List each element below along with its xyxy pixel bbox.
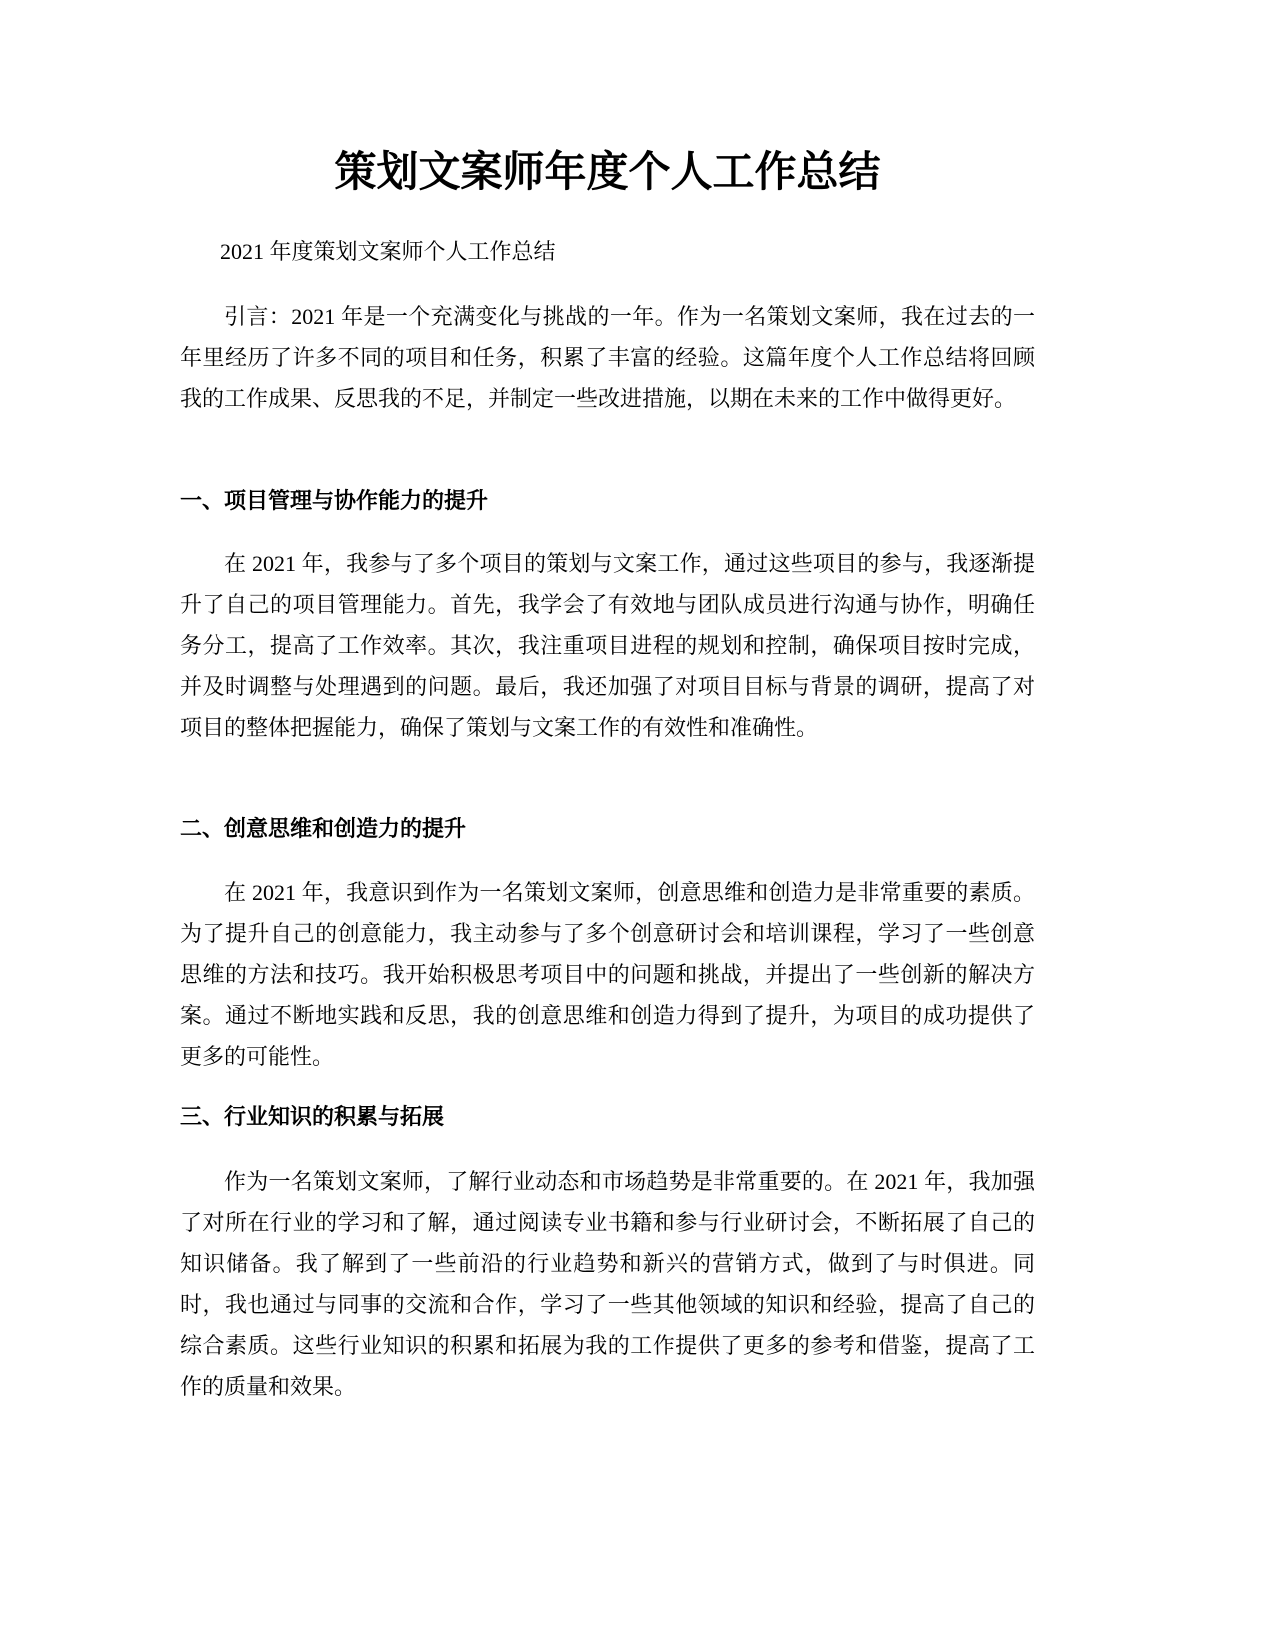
section-heading-1: 一、项目管理与协作能力的提升 [180, 489, 489, 514]
document-subtitle: 2021 年度策划文案师个人工作总结 [220, 239, 556, 264]
section-body-1: 在 2021 年，我参与了多个项目的策划与文案工作，通过这些项目的参与，我逐渐提升了自己的项目管理能力。首先，我学会了有效地与团队成员进行沟通与协作，明确任务分工，提高了工作效率。其次，我注重项目进程的规划和控制，确保项目按时完成，并及时调整与处理遇到的问题。最后，我还加强了对项目目标与背景的调研，提高了对项目的整体把握能力，确保了策划与文案工作的有效性和准确性。 [180, 551, 1035, 740]
section-body-2: 在 2021 年，我意识到作为一名策划文案师，创意思维和创造力是非常重要的素质。为了提升自己的创意能力，我主动参与了多个创意研讨会和培训课程，学习了一些创意思维的方法和技巧。我开始积极思考项目中的问题和挑战，并提出了一些创新的解决方案。通过不断地实践和反思，我的创意思维和创造力得到了提升，为项目的成功提供了更多的可能性。 [180, 880, 1035, 1069]
document-title: 策划文案师年度个人工作总结 [334, 147, 881, 196]
section-heading-3: 三、行业知识的积累与拓展 [180, 1105, 445, 1130]
section-heading-2: 二、创意思维和创造力的提升 [180, 817, 467, 842]
intro-paragraph: 引言：2021 年是一个充满变化与挑战的一年。作为一名策划文案师，我在过去的一年里经历了许多不同的项目和任务，积累了丰富的经验。这篇年度个人工作总结将回顾我的工作成果、反思我的不足，并制定一些改进措施，以期在未来的工作中做得更好。 [180, 304, 1035, 411]
section-body-3: 作为一名策划文案师，了解行业动态和市场趋势是非常重要的。在 2021 年，我加强了对所在行业的学习和了解，通过阅读专业书籍和参与行业研讨会，不断拓展了自己的知识储备。我了解到了一些前沿的行业趋势和新兴的营销方式，做到了与时俱进。同时，我也通过与同事的交流和合作，学习了一些其他领域的知识和经验，提高了自己的综合素质。这些行业知识的积累和拓展为我的工作提供了更多的参考和借鉴，提高了工作的质量和效果。 [180, 1169, 1035, 1399]
